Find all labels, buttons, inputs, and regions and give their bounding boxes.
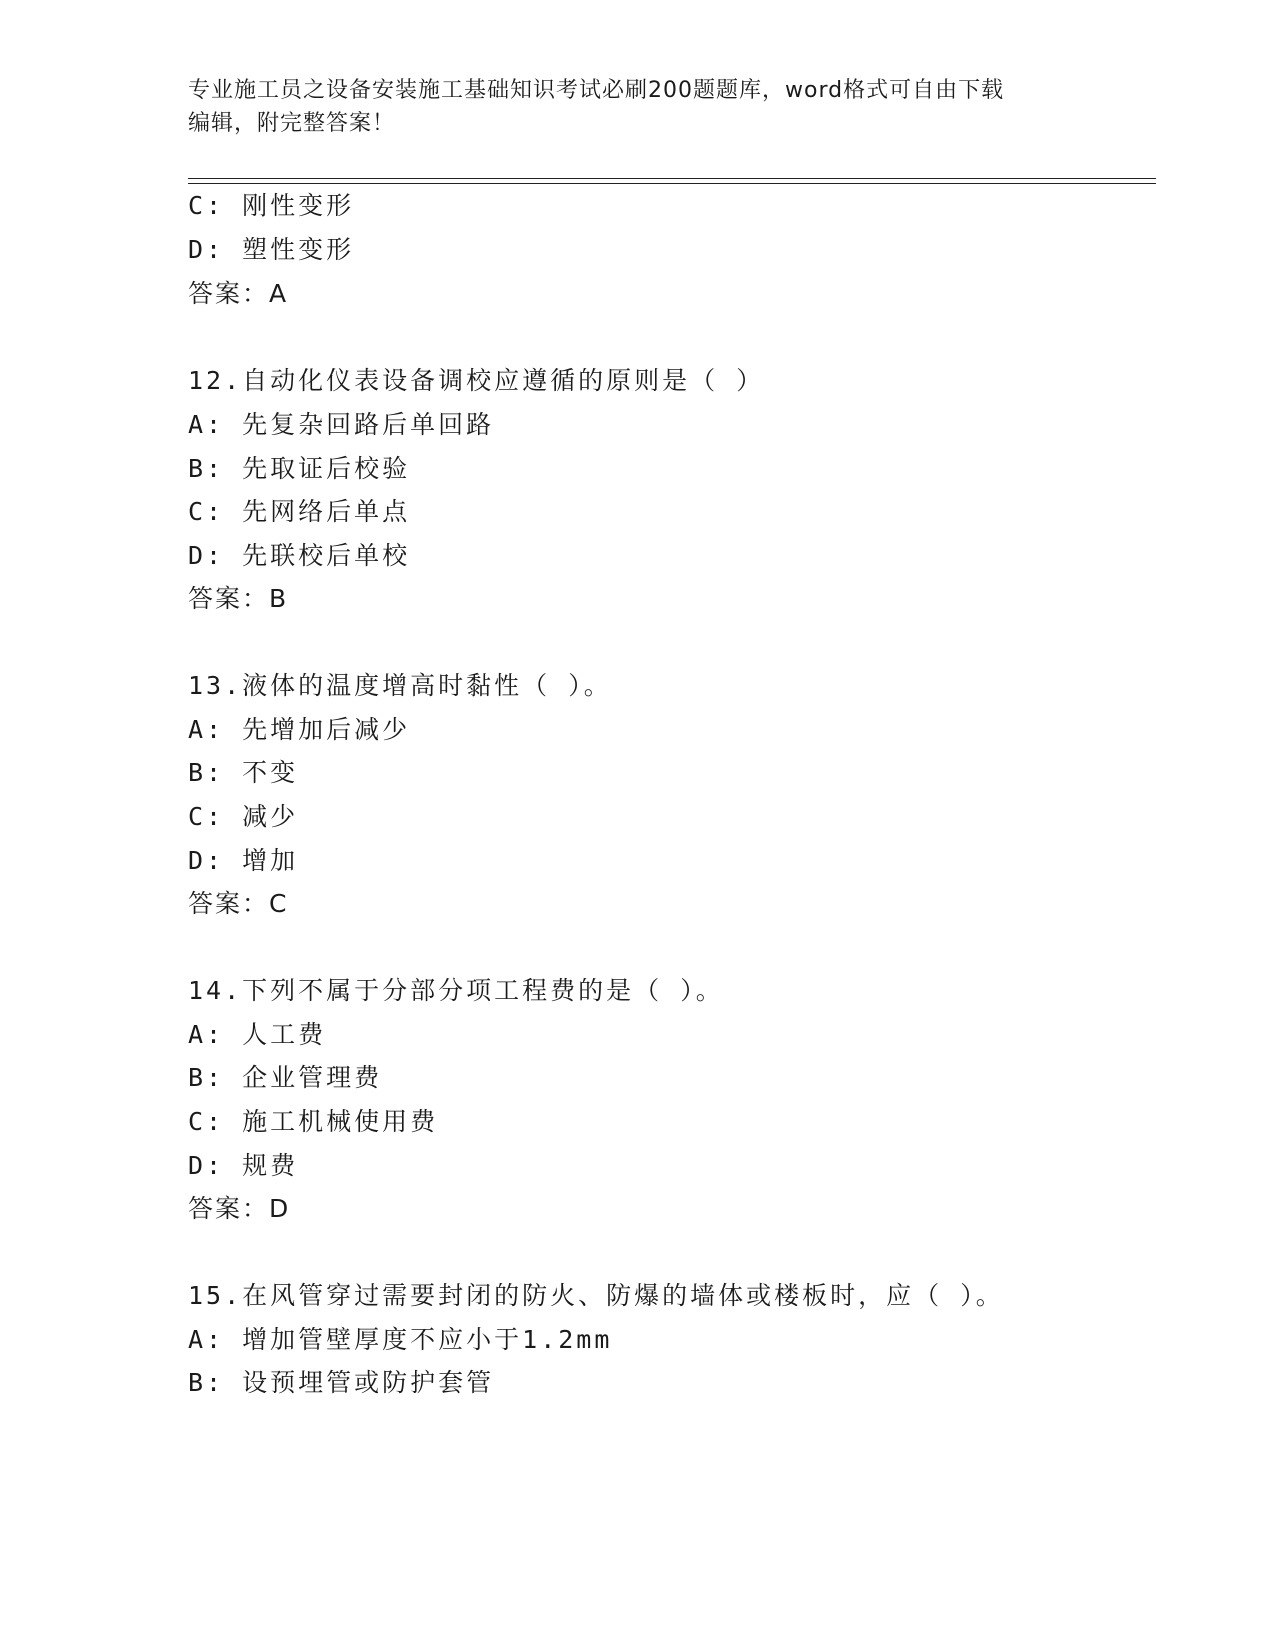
option-a: A: 先复杂回路后单回路 [188,410,495,439]
option-c: C: 施工机械使用费 [188,1107,439,1136]
question-stem: 15.在风管穿过需要封闭的防火、防爆的墙体或楼板时，应（ ）。 [188,1281,1004,1310]
option-a: A: 先增加后减少 [188,715,411,744]
option-c: C: 减少 [188,802,299,831]
answer-line: 答案：D [188,1194,291,1223]
header-divider-top [188,178,1156,179]
option-b: B: 设预埋管或防护套管 [188,1368,495,1397]
question-stem: 12.自动化仪表设备调校应遵循的原则是（ ） [188,366,765,395]
question-stem: 13.液体的温度增高时黏性（ ）。 [188,671,612,700]
option-d: D: 先联校后单校 [188,541,411,570]
option-d: D: 增加 [188,846,299,875]
header-line-2: 编辑，附完整答案！ [188,111,396,136]
header-line-1: 专业施工员之设备安装施工基础知识考试必刷200题题库，word格式可自由下载 [188,78,1005,103]
option-b: B: 不变 [188,758,299,787]
answer-line: 答案：A [188,279,289,308]
question-stem: 14.下列不属于分部分项工程费的是（ ）。 [188,976,724,1005]
option-d: D: 规费 [188,1151,299,1180]
option-a: A: 人工费 [188,1020,327,1049]
option-d: D: 塑性变形 [188,235,355,264]
option-c: C: 先网络后单点 [188,497,411,526]
option-c: C: 刚性变形 [188,191,355,220]
answer-line: 答案：C [188,889,289,918]
header-divider-bottom [188,183,1156,184]
document-header [188,74,1088,140]
option-b: B: 先取证后校验 [188,454,411,483]
option-b: B: 企业管理费 [188,1063,383,1092]
option-a: A: 增加管壁厚度不应小于1.2mm [188,1325,613,1354]
answer-line: 答案：B [188,584,289,613]
